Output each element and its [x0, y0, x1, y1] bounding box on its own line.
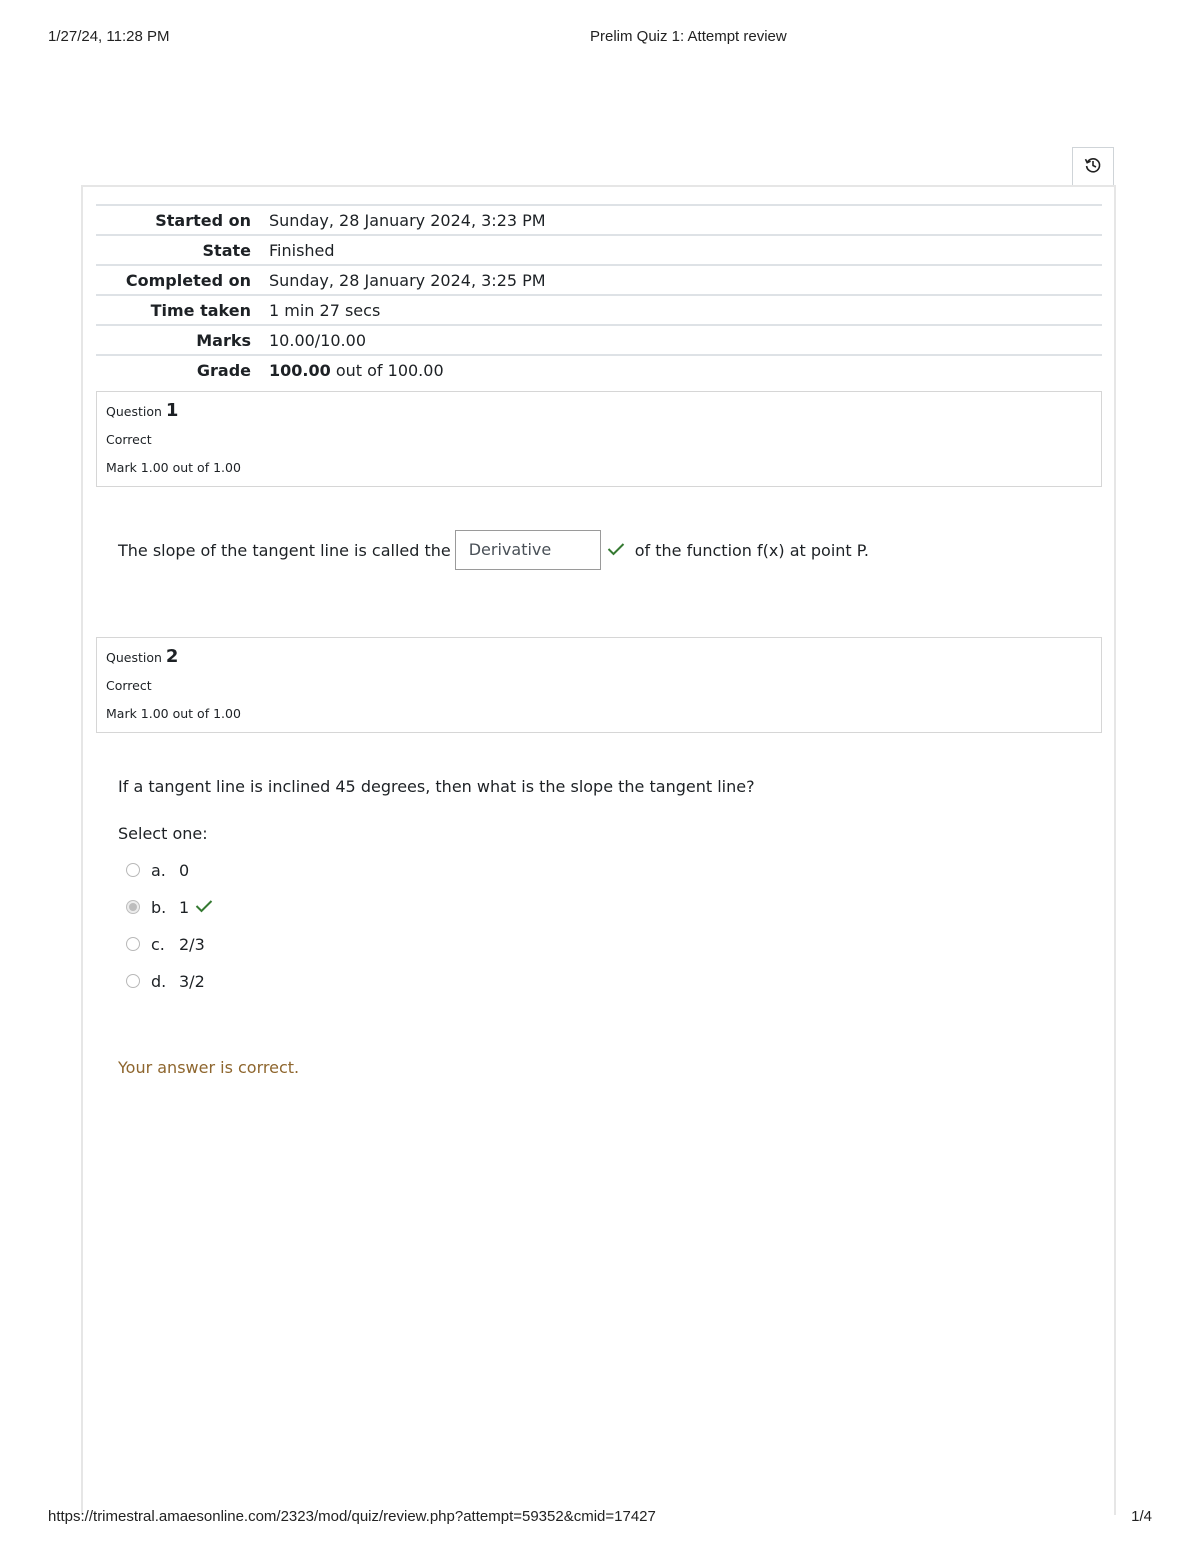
question-2-info [96, 637, 1102, 733]
check-icon [195, 898, 213, 917]
question-1-info [96, 391, 1102, 487]
question-state: Correct [106, 678, 152, 693]
radio-button-selected[interactable] [126, 900, 140, 914]
option-text: 1 [179, 897, 190, 917]
question-label: Question [106, 404, 162, 419]
question-number [106, 400, 178, 421]
option-letter: c. [151, 934, 165, 954]
summary-label: Completed on [96, 265, 269, 295]
option-text: 3/2 [179, 971, 205, 991]
radio-button[interactable] [126, 974, 140, 988]
summary-value: 10.00/10.00 [269, 325, 1102, 355]
summary-label: Started on [96, 205, 269, 235]
option-text: 0 [179, 860, 190, 880]
question-grade: Mark 1.00 out of 1.00 [106, 706, 241, 721]
history-button[interactable] [1072, 147, 1114, 185]
summary-label: Time taken [96, 295, 269, 325]
summary-value: 1 min 27 secs [269, 295, 1102, 325]
radio-button[interactable] [126, 863, 140, 877]
question-grade: Mark 1.00 out of 1.00 [106, 460, 241, 475]
print-footer [48, 1508, 1152, 1528]
print-date: 1/27/24, 11:28 PM [48, 28, 170, 45]
history-icon [1084, 156, 1102, 178]
option-letter: d. [151, 971, 167, 991]
content-frame [81, 185, 1116, 1515]
summary-row-state [96, 235, 1102, 265]
question-num: 2 [165, 646, 179, 667]
question-label: Question [106, 650, 162, 665]
summary-row-marks [96, 325, 1102, 355]
print-url: https://trimestral.amaesonline.com/2323/mod/quiz/review.php?attempt=59352&cmid=17427 [48, 1508, 656, 1525]
grade-value: 100.00 [269, 360, 331, 380]
check-icon [607, 541, 625, 560]
question-state: Correct [106, 432, 152, 447]
option-c[interactable] [126, 933, 205, 955]
option-letter: a. [151, 860, 166, 880]
radio-button[interactable] [126, 937, 140, 951]
page-number: 1/4 [1131, 1508, 1152, 1525]
summary-label: Marks [96, 325, 269, 355]
summary-row-started [96, 205, 1102, 235]
summary-row-time [96, 295, 1102, 325]
print-title: Prelim Quiz 1: Attempt review [590, 28, 787, 45]
option-letter: b. [151, 897, 167, 917]
select-one-prompt: Select one: [118, 824, 208, 843]
summary-value [269, 355, 1102, 384]
summary-label: State [96, 235, 269, 265]
option-d[interactable] [126, 970, 205, 992]
summary-row-completed [96, 265, 1102, 295]
print-header [48, 28, 1152, 48]
summary-value: Sunday, 28 January 2024, 3:25 PM [269, 265, 1102, 295]
question-num: 1 [165, 400, 179, 421]
option-b[interactable] [126, 896, 213, 918]
grade-out-of: out of 100.00 [330, 360, 444, 380]
summary-value: Finished [269, 235, 1102, 265]
question-text-after: of the function f(x) at point P. [634, 540, 869, 560]
summary-value: Sunday, 28 January 2024, 3:23 PM [269, 205, 1102, 235]
attempt-summary [96, 204, 1102, 384]
question-number [106, 646, 178, 667]
summary-row-grade [96, 355, 1102, 384]
option-text: 2/3 [179, 934, 205, 954]
feedback-text: Your answer is correct. [118, 1058, 300, 1077]
question-2-text: If a tangent line is inclined 45 degrees, then what is the slope the tangent line? [118, 777, 755, 796]
answer-input[interactable]: Derivative [455, 530, 601, 570]
option-a[interactable] [126, 859, 189, 881]
summary-label: Grade [96, 355, 269, 384]
question-1-text [118, 530, 1018, 570]
question-text-before: The slope of the tangent line is called the [118, 540, 451, 560]
